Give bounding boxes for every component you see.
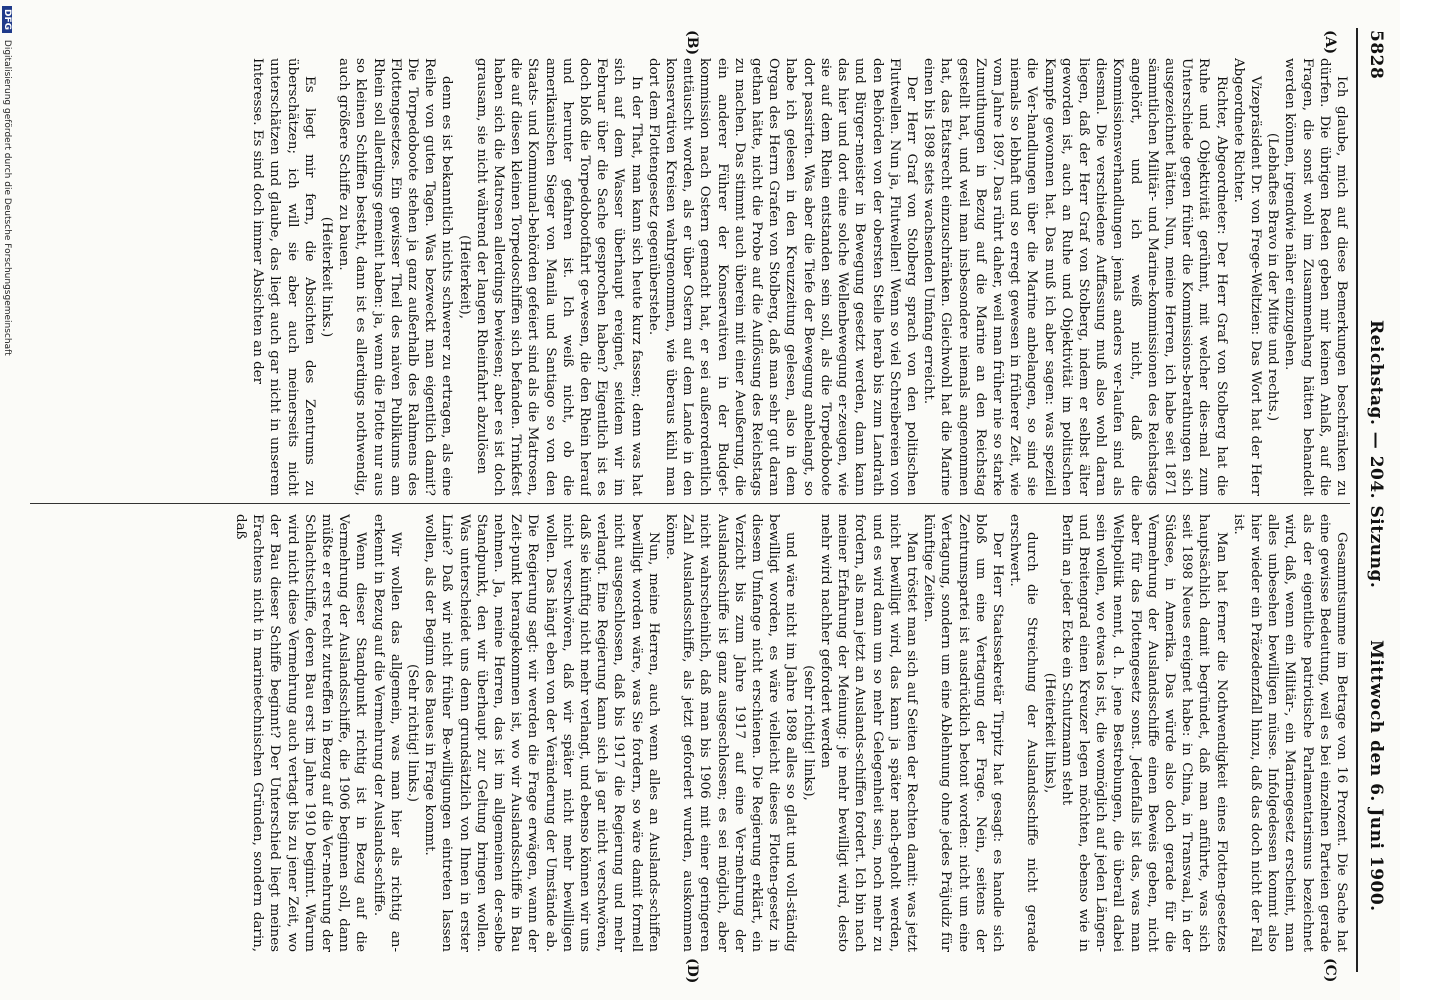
paragraph: (Lebhaftes Bravo in der Mitte und rechts.): [1265, 132, 1281, 422]
header-rule: [1356, 28, 1358, 972]
footer-text: Digitalisierung gefördert durch die Deutsche Forschungsgemeinschaft: [2, 39, 12, 356]
paragraph: (Sehr richtig! links.): [405, 664, 421, 802]
paragraph: denn es ist bekanntlich nichts schwerer zu ertragen, als eine Reihe von guten Tagen. Was bezweckt man eigentlich damit? Die Torpedoboote stehen ja ganz außerhalb des Rahmens des Flottengesetzes. Ein gewisser Theil des naiven Publikums am Rhein soll allerdings gemeint haben: ja, wenn die Flotte nur aus so kleinen Schiffen besteht, dann ist es allerdings nothwendig, auch größere Schiffe zu bauen.: [336, 58, 455, 496]
paragraph: (sehr richtig! links),: [800, 665, 816, 801]
header-title: Reichstag. — 204. Sitzung.: [1366, 320, 1386, 589]
column-divider: [30, 503, 1350, 504]
page-header: [1360, 30, 1386, 970]
margin-marker-b: (B): [684, 30, 700, 56]
header-date: Mittwoch den 6. Juni 1900.: [1366, 640, 1386, 912]
paragraph: Wir wollen das allgemein, was man hier als richtig an-erkennt in Bezug auf die Vermehrung der Auslands-schiffe.: [370, 514, 403, 952]
paragraph: Ich glaube, mich auf diese Bemerkungen beschränken zu dürfen. Die übrigen Reden geben mir keinen Anlaß, auf die Fragen, die sonst wohl im Zusammenhang hätten behandelt werden können, irgendwie näher einzugehen.: [1282, 58, 1349, 496]
margin-marker-c: (C): [1322, 958, 1338, 983]
paragraph: In der That, man kann sich heute kurz fassen; denn was hat sich auf dem Wasser überhaupt ereignet, seitdem wir im Februar über die Sache gesprochen haben? Eigentlich ist es doch bloß die Torpedobootfahrt ge-wesen, die den Rhein herauf und herunter gefahren ist. Ich weiß nicht, ob die amerikanischen Sieger von Manila und Santiago so von den Staats- und Kommunal-behörden gefeiert sind als die Matrosen, die auf diesen kleinen Torpedoschiffen sich befanden. Trinkfest haben sich die Matrosen allerdings bewiesen; aber es ist doch grausam, sie nicht während der langen Rheinfahrt abzulösen: [473, 58, 644, 496]
paragraph: Gesammtsumme im Betrage von 16 Prozent. Die Sache hat eine gewisse Bedeutung, weil es bei einzelnen Parteien gerade als der eigentliche patriotische Parlamentarismus bezeichnet wird, daß, wenn ein Militär-, ein Marinegesetz erscheint, man alles unbesehen bewilligen müsse. Infolgedessen kommt also hier wieder ein Präzedenzfall hinzu, daß das doch nicht der Fall ist.: [1230, 514, 1349, 952]
paragraph: Der Herr Staatssekretär Tirpitz hat gesagt: es handle sich bloß um eine Vertagung der Frage. Nein, seitens der Zentrumspartei ist ausdrücklich betont worden: nicht um eine Vertagung, sondern um eine Ablehnung ohne jedes Präjudiz für künftige Zeiten.: [921, 514, 1005, 952]
paragraph: Der Herr Graf von Stolberg sprach von den politischen Flutwellen. Nun ja, Flutwellen! Wenn so viel Schreibereien von den Behörden von der obersten Stelle herab bis zum Landrath und Bürger-meister in Bewegung gesetzt werden, dann kann das hier und dort eine solche Wellenbewegung er-zeugen, wie sie auf dem Rhein entstanden sein soll, als die Torpedoboote dort passirten. Was aber die Tiefe der Bewegung anbelangt, so habe ich gelesen in den Kreuzzeitung gelesen, also in dem Organ des Herrn Grafen von Stolberg, daß man sehr gut daran gethan hätte, nicht die Probe auf die Auflösung des Reichstags zu machen. Das stimmt auch überein mit einer Aeußerung, die ein anderer Führer der Konservativen in der Budget-kommission nach Ostern gemacht hat, er sei außerordentlich enttäuscht worden, als er über Ostern auf dem Lande in den konservativen Kreisen wahrgenommen, wie überaus kühl man dort dem Flottengesetz gegenüberstehe.: [645, 58, 919, 496]
margin-marker-d: (D): [684, 958, 700, 984]
footer-credit: [2, 0, 12, 1006]
paragraph: und wäre nicht im Jahre 1898 alles so glatt und voll-ständig bewilligt worden, es wäre vielleicht dieses Flotten-gesetz in diesem Umfange nicht erschienen. Die Regierung erklärt, ein Verzicht bis zum Jahre 1917 auf eine Ver-mehrung der Auslandsschiffe ist ganz ausgeschlossen; es sei möglich, aber nicht wahrscheinlich, daß man bis 1906 mit einer geringeren Zahl Auslandsschiffe, als jetzt gefordert wurden, auskommen könne.: [663, 514, 799, 952]
page-number: 5828: [1366, 30, 1386, 80]
paragraph: Vizepräsident Dr. von Frege-Weltzien: Das Wort hat der Herr Abgeordnete Richter.: [1230, 58, 1263, 496]
paragraph: Man hat ferner die Nothwendigkeit eines Flotten-gesetzes hauptsächlich damit begründet, daß man anführte, was sich seit 1898 Neues ereignet habe: in China, in Transvaal, in der Südsee, in Amerika. Das würde also doch gerade für die Vermehrung der Auslandsschiffe einen Beweis geben, nicht aber für das Flottengesetz sonst. Jedenfalls ist das, was man Weltpolitik nennt, d. h. jene Bestrebungen, die überall dabei sein wollen, wo etwas los ist, die womöglich auf jeden Längen- und Breitengrad einen Kreuzer legen möchten, ebenso wie in Berlin an jeder Ecke ein Schutzmann steht: [1058, 514, 1229, 952]
paragraph: Wenn dieser Standpunkt richtig ist in Bezug auf die Vermehrung der Auslandsschiffe, die 1906 beginnen soll, dann müßte er erst recht zutreffen in Bezug auf die Ver-mehrung der Schlachtschiffe, deren Bau erst im Jahre 1910 beginnt. Warum wird nicht diese Vermehrung auch vertagt bis zu jener Zeit, wo der Bau dieser Schiffe beginnt? Der Unterschied liegt meines Erachtens nicht in marinetechnischen Gründen, sondern darin, daß: [233, 514, 369, 952]
margin-marker-a: (A): [1322, 30, 1338, 55]
paragraph: (Heiterkeit),: [456, 235, 472, 319]
paragraph: (Heiterkeit links),: [1041, 672, 1057, 794]
paragraph: Es liegt mir fern, die Absichten des Zentrums zu überschätzen; ich will sie aber auch meinerseits nicht unterschätzen und glaube, das liegt auch gar nicht in unserem Interesse. Es sind doch immer Absichten an der: [250, 58, 317, 496]
paragraph: Richter, Abgeordneter: Der Herr Graf von Stolberg hat die Ruhe und Objektivität gerühmt, mit welcher dies-mal zum Unterschiede gegen früher die Kommissions-berathungen sich ausgezeichnet hätten. Nun, meine Herren, ich habe seit 1871 sämmtlichen Militär- und Marine-kommissionen des Reichstags angehört, und ich weiß nicht, daß die Kommissionsverhandlungen jemals anders ver-laufen sind als diesmal. Die verschiedene Auffassung muß also wohl daran liegen, daß der Herr Graf von Stolberg, indem er selbst älter geworden ist, auch an Ruhe und Objektivität im politischen Kampfe gewonnen hat. Das muß ich aber sagen: was speziell die Ver-handlungen über die Marine anbelangen, so sind sie niemals so lebhaft und so erregt gewesen in früherer Zeit, wie vom Jahre 1897. Das rührt daher, weil man früher nie so starke Zumuthungen in Bezug auf die Marine an den Reichstag gestellt hat, und weil man insbesondere niemals angenommen hat, das Etatsrecht einzuschränken. Gleichwohl hat die Marine einen bis 1898 stets wachsenden Umfang erreicht.: [921, 58, 1229, 496]
paragraph: Nun, meine Herren, auch wenn alles an Auslands-schiffen bewilligt worden wäre, was Sie fordern, so wäre damit formell nicht ausgeschlossen, daß bis 1917 die Regierung und mehr verlangt. Eine Regierung kann sich ja gar nicht verschwören, daß sie künftig nicht mehr verlangt, und ebenso können wir uns nicht verschwören, daß wir später nicht mehr bewilligen wollen. Das hängt eben von der Veränderung der Umstände ab. Die Regierung sagt: wir werden die Frage erwägen, wann der Zeit-punkt herangekommen ist, wo wir Auslandsschiffe in Bau nehmen. Ja, meine Herren, das ist im allgemeinen der-selbe Standpunkt, den wir überhaupt zur Geltung bringen wollen. Was unterscheidet uns denn grundsätzlich von Ihnen in erster Linie? Daß wir nicht früher Be-willigungen eintreten lassen wollen, als der Beginn des Baues in Frage kommt.: [422, 514, 661, 952]
paragraph: durch die Streichung der Auslandsschiffe nicht gerade erschwert.: [1007, 514, 1040, 952]
dfg-logo: DFG: [2, 6, 12, 33]
paragraph: (Heiterkeit links.): [319, 216, 335, 338]
left-column: [20, 58, 1350, 496]
right-column: [20, 514, 1350, 952]
paragraph: Man tröstet man sich auf Seiten der Rechten damit: was jetzt nicht bewilligt wird, das kann ja später nach-geholt werden, und es wird dann um so mehr Gelegenheit sein, noch mehr zu fordern, als man jetzt an Auslands-schiffen fordert. Ich bin nach meiner Erfahrung der Meinung: je mehr bewilligt wird, desto mehr wird nachher gefordert werden: [817, 514, 919, 952]
